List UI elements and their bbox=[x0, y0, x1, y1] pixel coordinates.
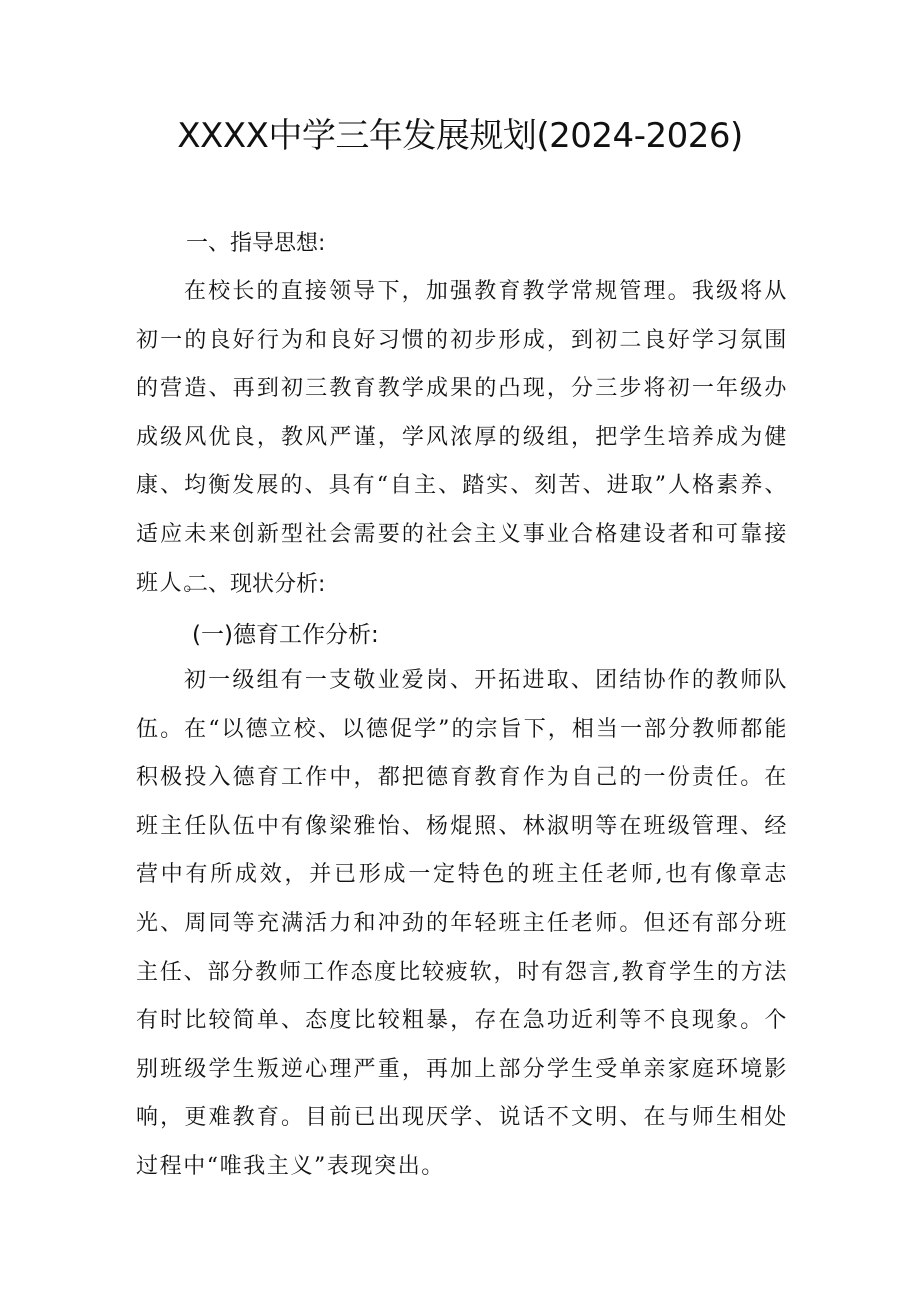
paragraph-guiding-ideology: 在校长的直接领导下，加强教育教学常规管理。我级将从初一的良好行为和良好习惯的初步形成，到初二良好学习氛围的营造、再到初三教育教学成果的凸现，分三步将初一年级办成级风优良，教风严谨，学风浓厚的级组，把学生培养成为健康、均衡发展的、具有“自主、踏实、刻苦、进取”人格素养、适应未来创新型社会需要的社会主义事业合格建设者和可靠接班人。 bbox=[136, 279, 788, 596]
subsection-heading-moral-education: (一)德育工作分析: bbox=[192, 622, 379, 648]
paragraph-moral-education: 初一级组有一支敬业爱岗、开拓进取、团结协作的教师队伍。在“以德立校、以德促学”的宗旨下，相当一部分教师都能积极投入德育工作中，都把德育教育作为自己的一份责任。在班主任队伍中有像梁雅怡、杨焜照、林淑明等在班级管理、经营中有所成效，并已形成一定特色的班主任老师,也有像章志光、周同等充满活力和冲劲的年轻班主任老师。但还有部分班主任、部分教师工作态度比较疲软，时有怨言,教育学生的方法有时比较简单、态度比较粗暴，存在急功近利等不良现象。个别班级学生叛逆心理严重，再加上部分学生受单亲家庭环境影响，更难教育。目前已出现厌学、说话不文明、在与师生相处过程中“唯我主义”表现突出。 bbox=[136, 668, 788, 1179]
document-title: XXXX中学三年发展规划(2024-2026) bbox=[177, 116, 743, 156]
section-heading-status-analysis: 二、现状分析: bbox=[186, 572, 326, 597]
section-heading-guiding-ideology: 一、指导思想: bbox=[186, 231, 326, 256]
